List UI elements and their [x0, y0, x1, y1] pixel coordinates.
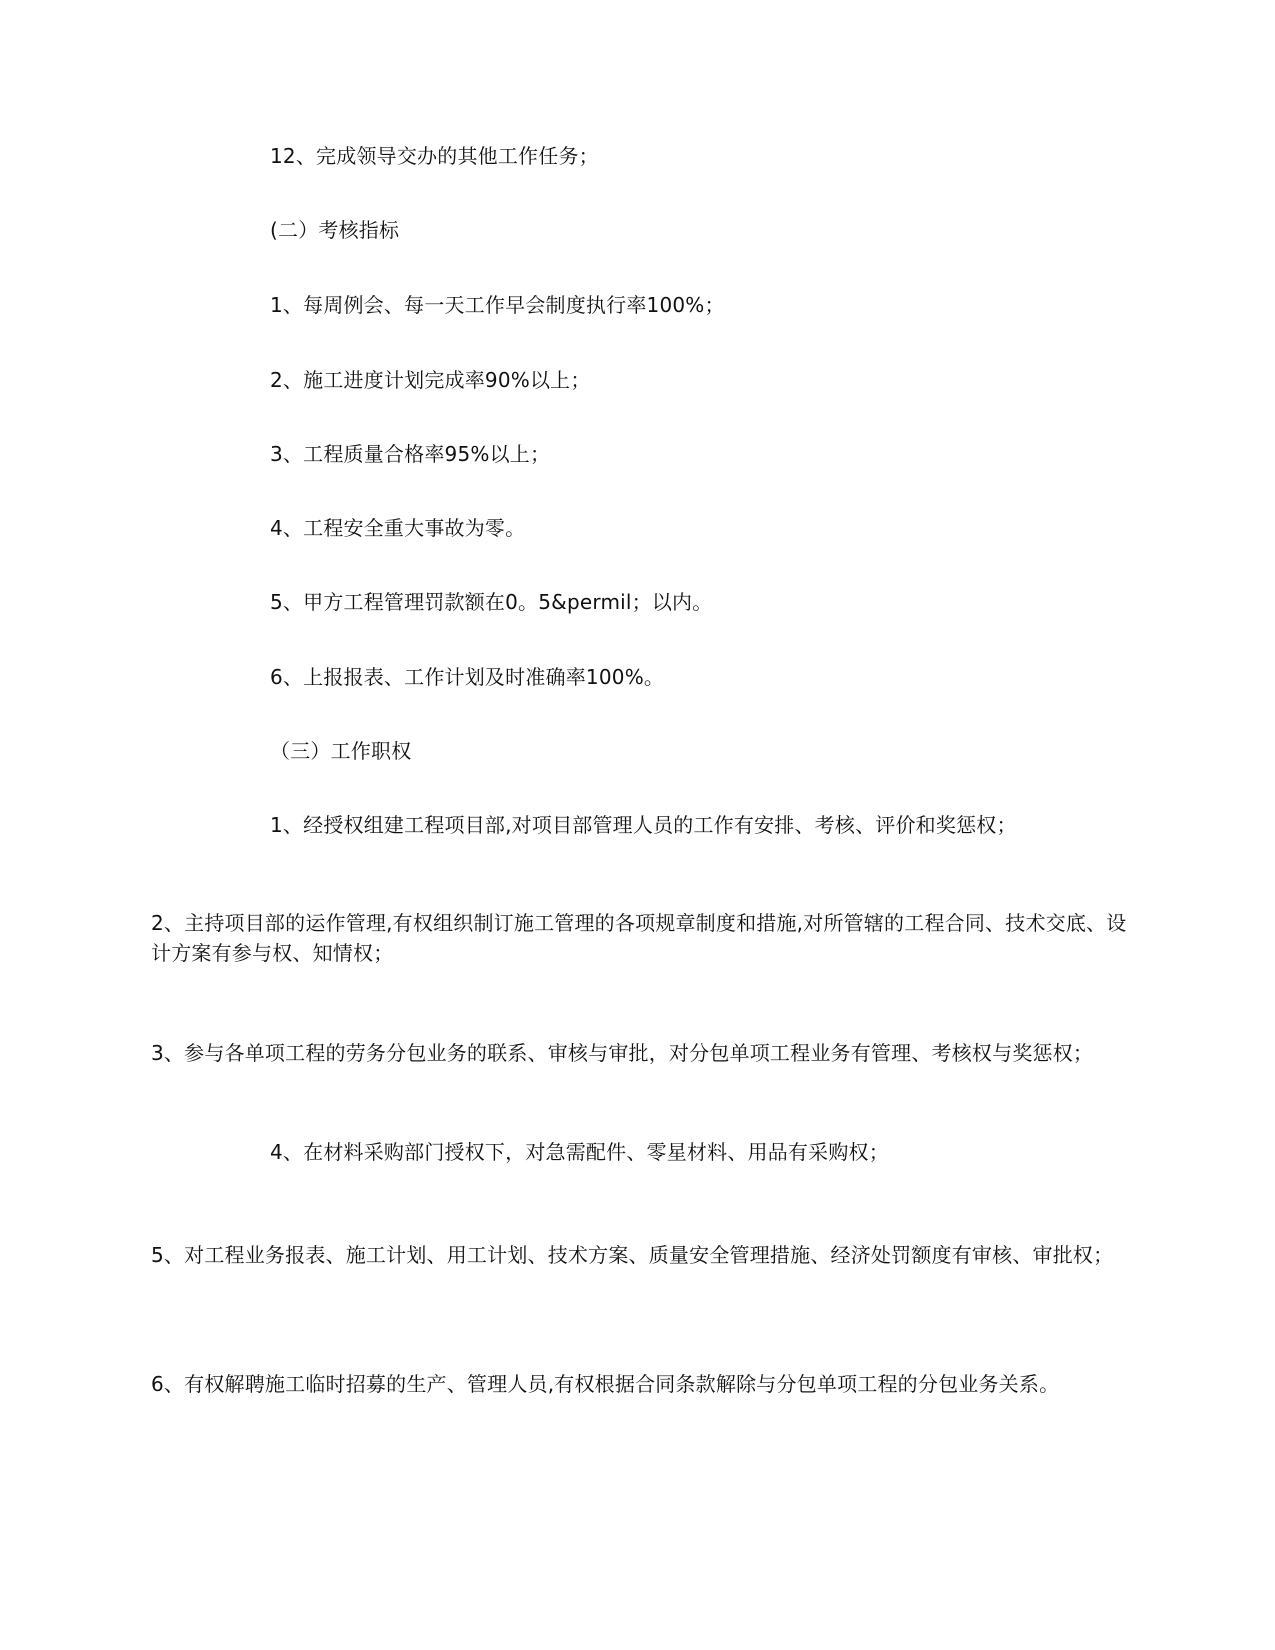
- assessment-item-5: 5、甲方工程管理罚款额在0。5&permil；以内。: [270, 590, 713, 614]
- assessment-item-3: 3、工程质量合格率95%以上；: [270, 442, 551, 466]
- authority-item-1: 1、经授权组建工程项目部,对项目部管理人员的工作有安排、考核、评价和奖惩权；: [270, 813, 1017, 837]
- assessment-item-1: 1、每周例会、每一天工作早会制度执行率100%；: [270, 293, 725, 317]
- authority-item-3: 3、参与各单项工程的劳务分包业务的联系、审核与审批，对分包单项工程业务有管理、考核权与奖惩权；: [151, 1041, 1094, 1065]
- assessment-item-6: 6、上报报表、工作计划及时准确率100%。: [270, 665, 665, 689]
- section-heading-assessment: (二）考核指标: [270, 218, 400, 242]
- line-item-12: 12、完成领导交办的其他工作任务；: [270, 144, 599, 168]
- authority-item-5: 5、对工程业务报表、施工计划、用工计划、技术方案、质量安全管理措施、经济处罚额度有审核、审批权；: [151, 1243, 1114, 1267]
- section-heading-authority: （三）工作职权: [270, 739, 412, 763]
- authority-item-2: 2、主持项目部的运作管理,有权组织制订施工管理的各项规章制度和措施,对所管辖的工程合同、技术交底、设计方案有参与权、知情权；: [151, 911, 1127, 965]
- assessment-item-2: 2、施工进度计划完成率90%以上；: [270, 368, 591, 392]
- authority-item-4: 4、在材料采购部门授权下，对急需配件、零星材料、用品有采购权；: [270, 1140, 889, 1164]
- assessment-item-4: 4、工程安全重大事故为零。: [270, 516, 526, 540]
- authority-item-6: 6、有权解聘施工临时招募的生产、管理人员,有权根据合同条款解除与分包单项工程的分包业务关系。: [151, 1372, 1060, 1396]
